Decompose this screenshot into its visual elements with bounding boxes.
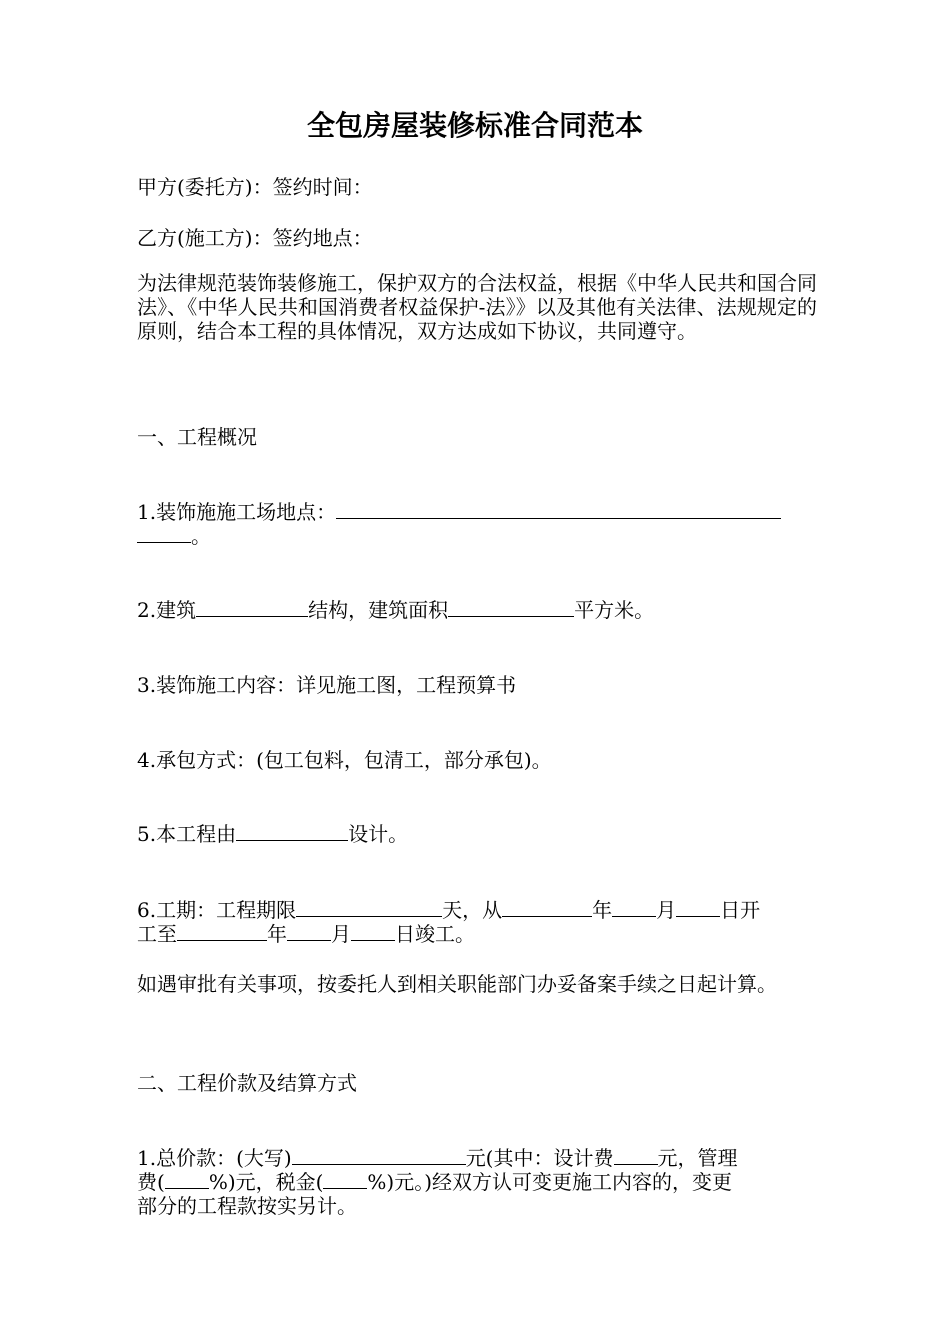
clause-1-6-text-f: 工至 bbox=[137, 922, 177, 946]
start-day-blank bbox=[676, 899, 720, 917]
clause-2-1-text-e: %)元，税金( bbox=[208, 1170, 324, 1194]
clause-1-6-text-i: 日竣工。 bbox=[395, 922, 475, 946]
clause-1-2 bbox=[137, 598, 817, 622]
section-2-heading: 二、工程价款及结算方式 bbox=[137, 1071, 357, 1095]
clause-2-1-text-d: 费( bbox=[137, 1170, 165, 1194]
end-month-blank bbox=[287, 923, 331, 941]
clause-1-4: 4.承包方式：(包工包料，包清工，部分承包)。 bbox=[137, 748, 552, 772]
clause-2-1 bbox=[137, 1146, 817, 1218]
clause-1-5 bbox=[137, 822, 817, 846]
end-year-blank bbox=[177, 923, 267, 941]
duration-days-blank bbox=[296, 899, 442, 917]
clause-1-5-text-a: 5.本工程由 bbox=[137, 822, 237, 846]
clause-1-6-text-b: 天，从 bbox=[442, 898, 503, 922]
site-address-blank bbox=[336, 501, 781, 519]
section-1-heading: 一、工程概况 bbox=[137, 425, 257, 449]
clause-2-1-text-f: %)元。)经双方认可变更施工内容的，变更 bbox=[367, 1170, 733, 1194]
clause-1-1-end: 。 bbox=[191, 524, 211, 548]
clause-1-6-text-e: 日开 bbox=[720, 898, 761, 922]
clause-2-1-text-a: 1.总价款：(大写) bbox=[137, 1146, 292, 1170]
start-month-blank bbox=[612, 899, 656, 917]
approval-note: 如遇审批有关事项，按委托人到相关职能部门办妥备案手续之日起计算。 bbox=[137, 972, 777, 996]
site-address-blank-cont bbox=[137, 525, 191, 543]
start-year-blank bbox=[502, 899, 592, 917]
clause-1-1 bbox=[137, 500, 817, 548]
document-title: 全包房屋装修标准合同范本 bbox=[306, 109, 643, 142]
party-b-line: 乙方(施工方)：签约地点： bbox=[137, 226, 373, 250]
designer-blank bbox=[236, 823, 348, 841]
clause-1-3: 3.装饰施工内容：详见施工图，工程预算书 bbox=[137, 673, 517, 697]
structure-blank bbox=[196, 599, 308, 617]
clause-1-6-text-d: 月 bbox=[656, 898, 677, 922]
preamble-paragraph: 为法律规范装饰装修施工，保护双方的合法权益，根据《中华人民共和国合同法》、《中华人民共和国消费者权益保护-法》》以及其他有关法律、法规规定的原则，结合本工程的具体情况，双方达成如下协议，共同遵守。 bbox=[137, 271, 817, 343]
clause-1-2-text-c: 平方米。 bbox=[574, 598, 655, 622]
clause-2-1-text-g: 部分的工程款按实另计。 bbox=[137, 1194, 357, 1218]
design-fee-blank bbox=[614, 1147, 658, 1165]
total-price-blank bbox=[292, 1147, 466, 1165]
management-fee-rate-blank bbox=[165, 1171, 209, 1189]
clause-1-2-text-b: 结构，建筑面积 bbox=[308, 598, 449, 622]
clause-1-6 bbox=[137, 898, 817, 946]
end-day-blank bbox=[351, 923, 395, 941]
clause-2-1-text-b: 元(其中：设计费 bbox=[465, 1146, 614, 1170]
clause-1-5-text-b: 设计。 bbox=[348, 822, 409, 846]
clause-1-2-text-a: 2.建筑 bbox=[137, 598, 197, 622]
clause-1-6-text-a: 6.工期：工程期限 bbox=[137, 898, 297, 922]
clause-1-1-label: 1.装饰施施工场地点： bbox=[137, 500, 337, 524]
tax-rate-blank bbox=[323, 1171, 367, 1189]
clause-1-6-text-g: 年 bbox=[267, 922, 287, 946]
clause-2-1-text-c: 元，管理 bbox=[657, 1146, 738, 1170]
party-a-line: 甲方(委托方)：签约时间： bbox=[137, 175, 373, 199]
area-blank bbox=[448, 599, 574, 617]
clause-1-6-text-h: 月 bbox=[331, 922, 351, 946]
clause-1-6-text-c: 年 bbox=[592, 898, 613, 922]
